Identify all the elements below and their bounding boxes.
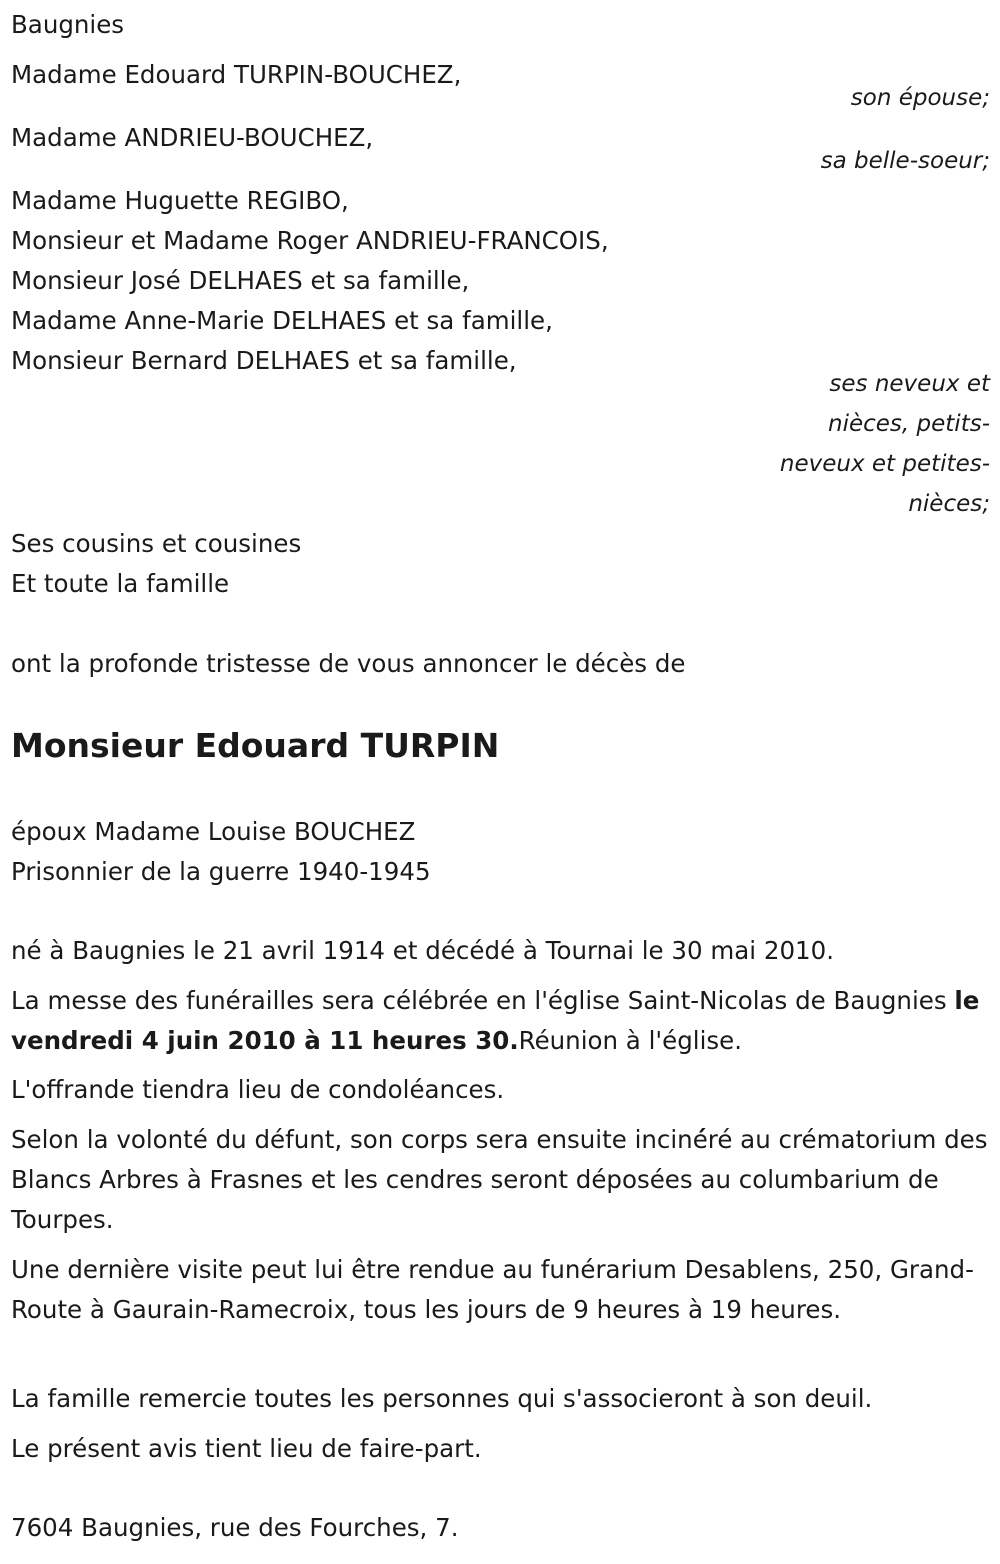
mass-after: Réunion à l'église.	[518, 1026, 743, 1055]
offering-line: L'offrande tiendra lieu de condoléances.	[11, 1075, 505, 1104]
spouse-line: époux Madame Louise BOUCHEZ	[11, 817, 416, 846]
announcement-intro: ont la profonde tristesse de vous annoncer le décès de	[11, 649, 686, 678]
nephews-role-line: neveux et petites-	[779, 451, 990, 477]
wife-name: Madame Edouard TURPIN-BOUCHEZ,	[11, 60, 462, 89]
notice-line: Le présent avis tient lieu de faire-part.	[11, 1434, 482, 1463]
deceased-name: Monsieur Edouard TURPIN	[11, 726, 500, 765]
nephew-line: Monsieur José DELHAES et sa famille,	[11, 266, 470, 295]
wife-role: son épouse;	[850, 85, 990, 111]
nephews-role-line: nièces, petits-	[828, 411, 990, 437]
nephew-line: Madame Huguette REGIBO,	[11, 186, 349, 215]
prisoner-line: Prisonnier de la guerre 1940-1945	[11, 857, 431, 886]
footer-address: 7604 Baugnies, rue des Fourches, 7.	[11, 1513, 459, 1542]
sister-in-law-role: sa belle-soeur;	[820, 148, 990, 174]
nephew-line: Monsieur et Madame Roger ANDRIEU-FRANCOIS,	[11, 226, 609, 255]
all-family-line: Et toute la famille	[11, 569, 230, 598]
thanks-line: La famille remercie toutes les personnes qui s'associeront à son deuil.	[11, 1384, 873, 1413]
nephews-role-line: ses neveux et	[829, 371, 990, 397]
header-place: Baugnies	[11, 10, 125, 39]
nephew-line: Monsieur Bernard DELHAES et sa famille,	[11, 346, 517, 375]
nephews-role-line: nièces;	[908, 491, 990, 517]
cousins-line: Ses cousins et cousines	[11, 529, 302, 558]
mass-text: La messe des funérailles sera célébrée en l'église Saint-Nicolas de Baugnies	[11, 986, 955, 1015]
visit-paragraph: Une dernière visite peut lui être rendue au funérarium Desablens, 250, Grand-Route à Gaurain-Ramecroix, tous les jours de 9 heures à 19 heures.	[11, 1255, 974, 1324]
sister-in-law-name: Madame ANDRIEU-BOUCHEZ,	[11, 123, 374, 152]
cremation-paragraph: Selon la volonté du défunt, son corps sera ensuite inciné́ré au crématorium des Blancs Arbres à Frasnes et les cendres seront déposées au columbarium de Tourpes.	[11, 1125, 988, 1234]
funeral-mass-paragraph	[11, 981, 996, 1061]
mass-date: le vendredi 4 juin 2010 à 11 heures 30.	[11, 986, 980, 1055]
nephew-line: Madame Anne-Marie DELHAES et sa famille,	[11, 306, 553, 335]
birth-death-line: né à Baugnies le 21 avril 1914 et décédé à Tournai le 30 mai 2010.	[11, 936, 834, 965]
